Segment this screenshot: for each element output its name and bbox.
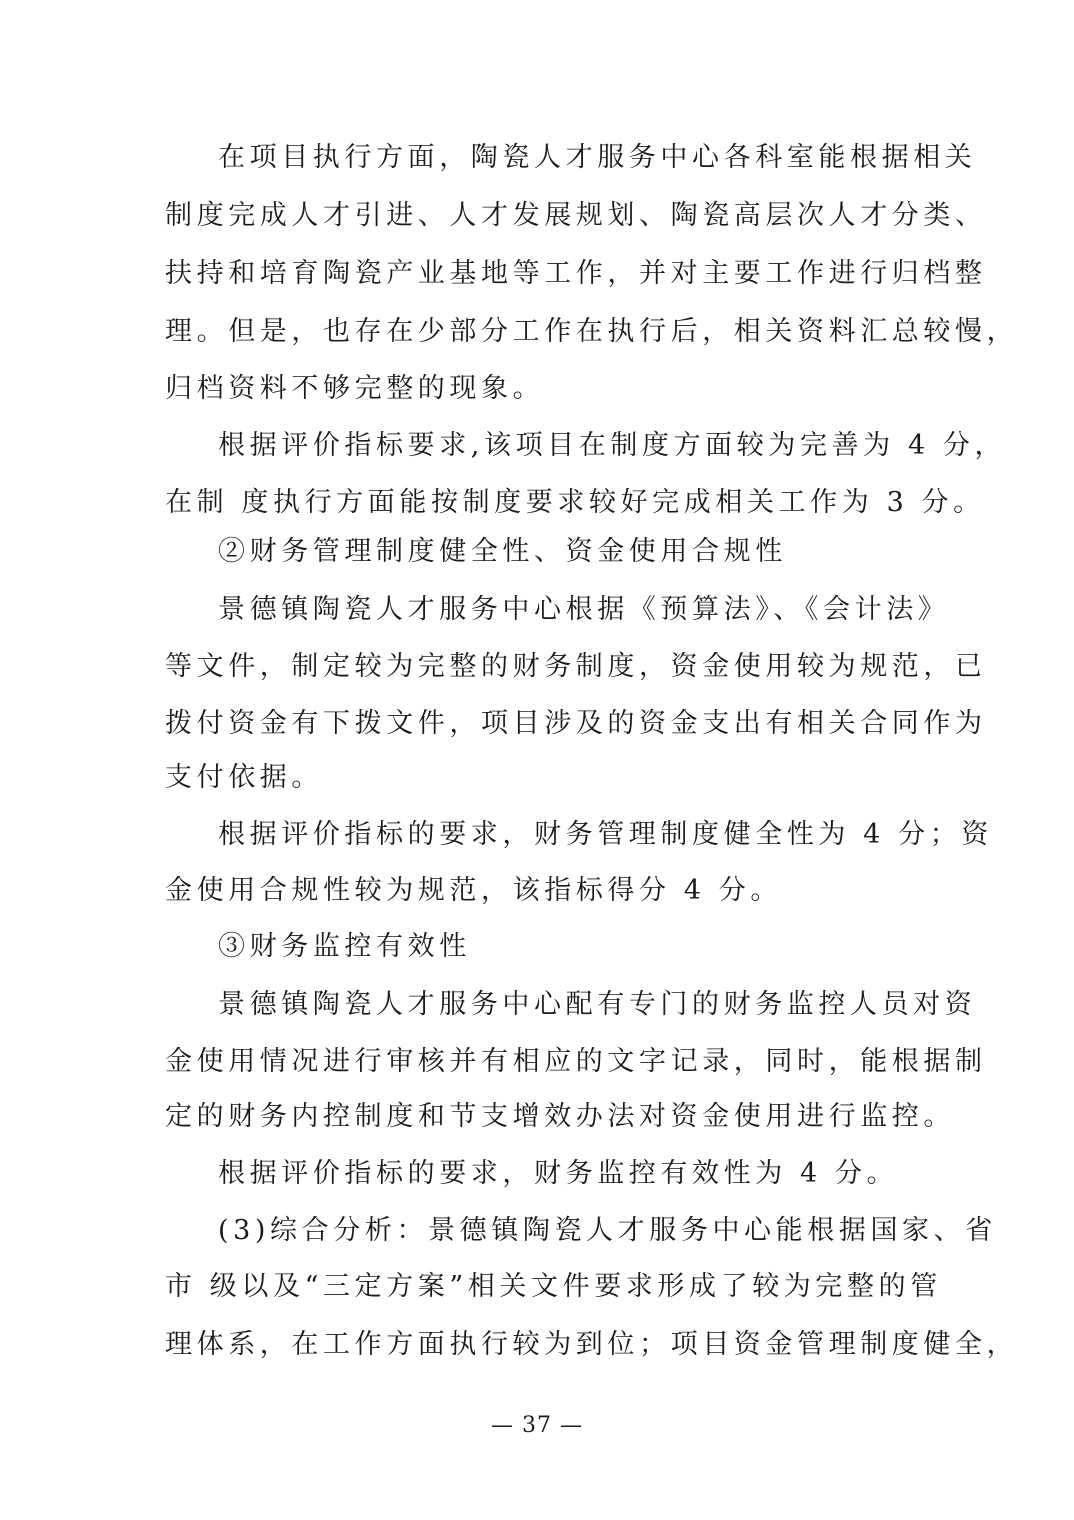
paragraph-line: 根据评价指标要求,该项目在制度方面较为完善为 4 分，	[218, 430, 1007, 461]
paragraph-line: 定的财务内控制度和节支增效办法对资金使用进行监控。	[165, 1101, 955, 1132]
paragraph-line: 景德镇陶瓷人才服务中心根据《预算法》、《会计法》	[218, 594, 950, 625]
paragraph-line: 支付依据。	[165, 762, 323, 793]
paragraph-line: 在项目执行方面，陶瓷人才服务中心各科室能根据相关	[218, 142, 977, 173]
paragraph-line: 景德镇陶瓷人才服务中心配有专门的财务监控人员对资	[218, 989, 977, 1020]
paragraph-line: 市 级以及“三定方案”相关文件要求形成了较为完整的管	[165, 1271, 942, 1302]
paragraph-line: 理体系，在工作方面执行较为到位；项目资金管理制度健全，	[165, 1329, 1019, 1360]
section-heading: ②财务管理制度健全性、资金使用合规性	[218, 536, 787, 567]
paragraph-line: (3)综合分析：景德镇陶瓷人才服务中心能根据国家、省	[218, 1215, 997, 1246]
paragraph-line: 拨付资金有下拨文件，项目涉及的资金支出有相关合同作为	[165, 708, 987, 739]
paragraph-line: 理。但是，也存在少部分工作在执行后，相关资料汇总较慢，	[165, 316, 1019, 347]
paragraph-line: 扶持和培育陶瓷产业基地等工作，并对主要工作进行归档整	[165, 258, 987, 289]
paragraph-line: 归档资料不够完整的现象。	[165, 373, 545, 404]
section-heading: ③财务监控有效性	[218, 931, 471, 962]
paragraph-line: 在制 度执行方面能按制度要求较好完成相关工作为 3 分。	[165, 487, 985, 518]
page-number: — 37 —	[491, 1413, 583, 1438]
paragraph-line: 制度完成人才引进、人才发展规划、陶瓷高层次人才分类、	[165, 200, 987, 231]
paragraph-line: 根据评价指标的要求，财务管理制度健全性为 4 分；资	[218, 819, 993, 850]
paragraph-line: 根据评价指标的要求，财务监控有效性为 4 分。	[218, 1158, 899, 1189]
paragraph-line: 金使用合规性较为规范，该指标得分 4 分。	[165, 875, 782, 906]
paragraph-line: 等文件，制定较为完整的财务制度，资金使用较为规范，已	[165, 651, 987, 682]
paragraph-line: 金使用情况进行审核并有相应的文字记录，同时，能根据制	[165, 1046, 987, 1077]
